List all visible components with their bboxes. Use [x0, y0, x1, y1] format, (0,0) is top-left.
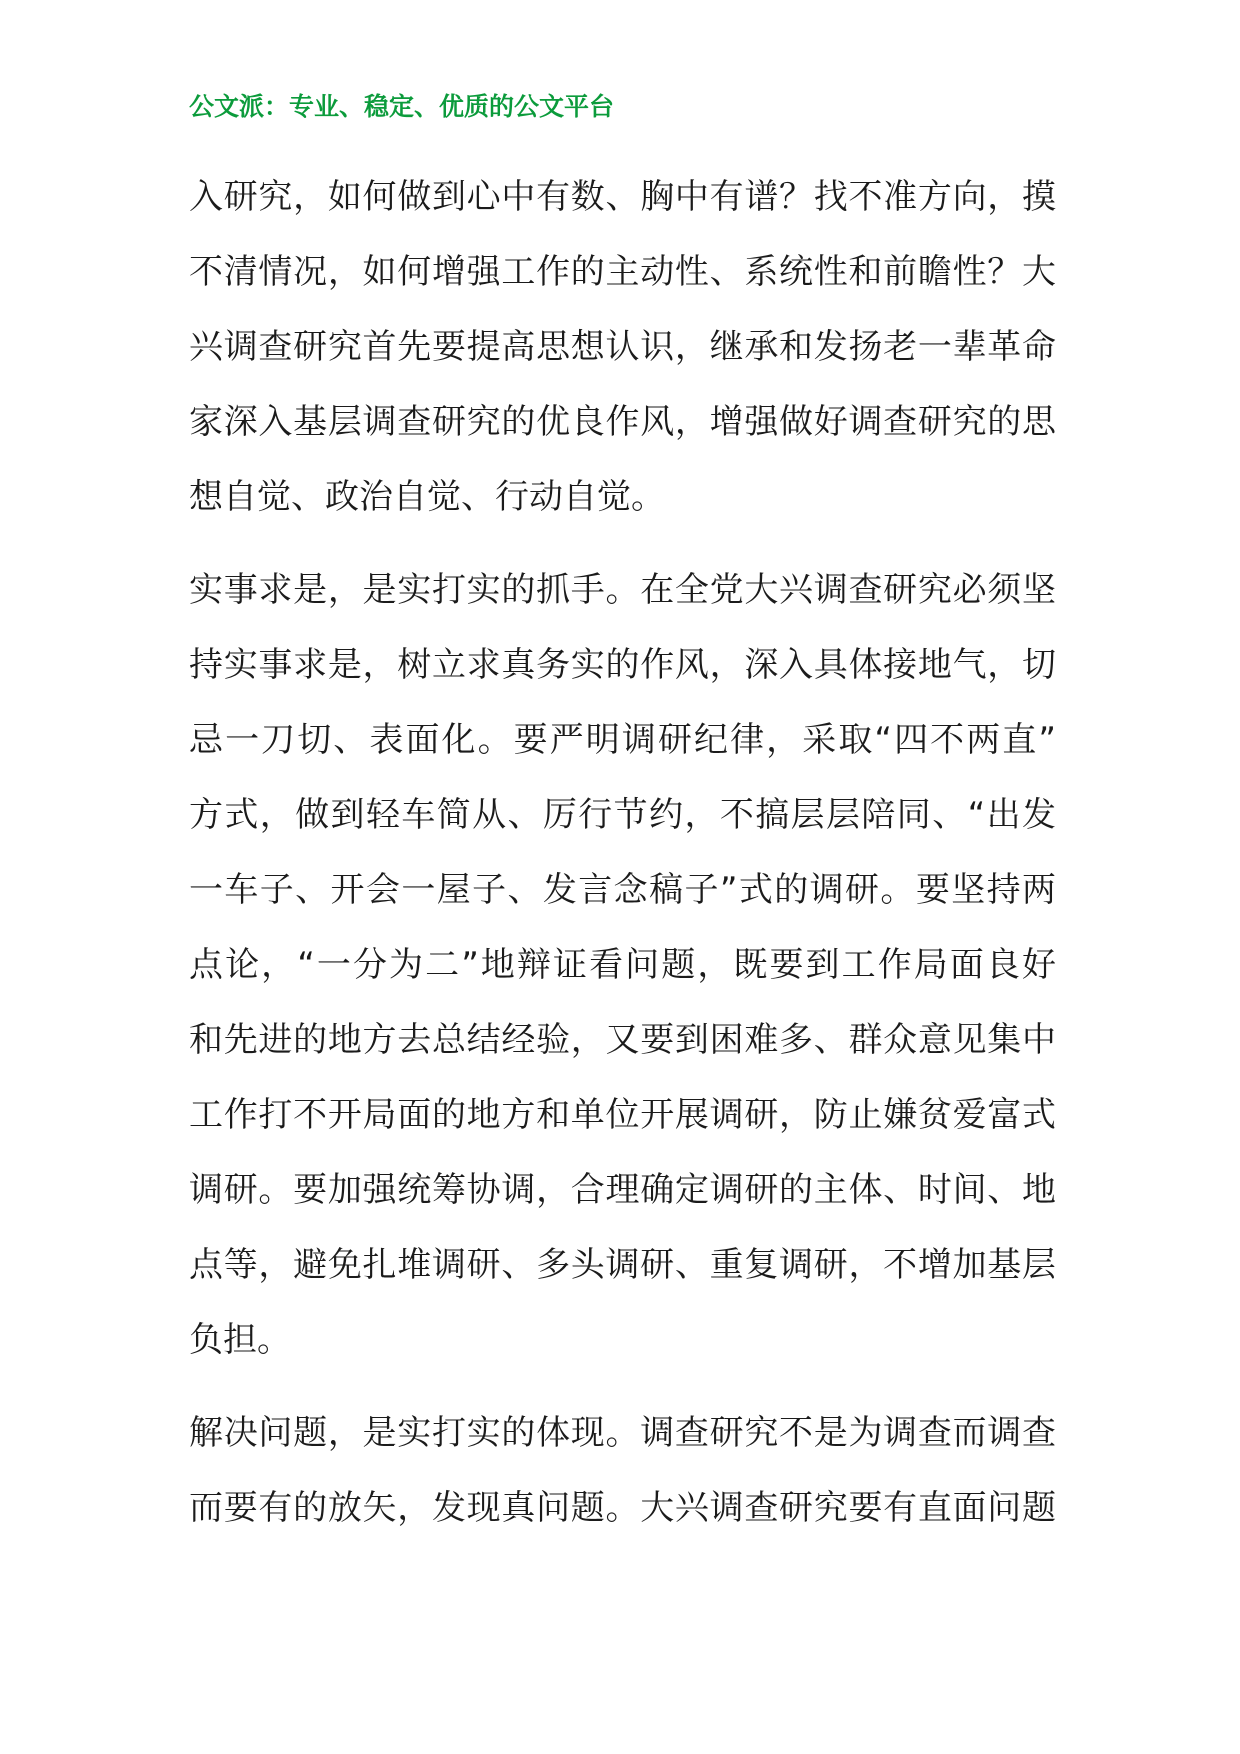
document-body — [189, 160, 1056, 1564]
paragraph-line: 入研究，如何做到心中有数、胸中有谱？找不准方向，摸 — [189, 177, 1056, 217]
paragraph — [189, 160, 1056, 535]
paragraph-line: 一车子、开会一屋子、发言念稿子”式的调研。要坚持两 — [189, 870, 1056, 910]
paragraph-line: 忌一刀切、表面化。要严明调研纪律，采取“四不两直” — [189, 720, 1056, 760]
paragraph-line: 兴调查研究首先要提高思想认识，继承和发扬老一辈革命 — [189, 327, 1056, 367]
paragraph-line: 负担。 — [189, 1320, 291, 1360]
paragraph-line: 而要有的放矢，发现真问题。大兴调查研究要有直面问题 — [189, 1488, 1056, 1528]
paragraph-line: 方式，做到轻车简从、厉行节约，不搞层层陪同、“出发 — [189, 795, 1056, 835]
paragraph-line: 调研。要加强统筹协调，合理确定调研的主体、时间、地 — [189, 1170, 1056, 1210]
paragraph — [189, 1396, 1056, 1546]
paragraph-line: 工作打不开局面的地方和单位开展调研，防止嫌贫爱富式 — [189, 1095, 1056, 1135]
paragraph-line: 家深入基层调查研究的优良作风，增强做好调查研究的思 — [189, 402, 1056, 442]
paragraph-line: 实事求是，是实打实的抓手。在全党大兴调查研究必须坚 — [189, 570, 1056, 610]
paragraph-line: 和先进的地方去总结经验，又要到困难多、群众意见集中 — [189, 1020, 1056, 1060]
paragraph — [189, 553, 1056, 1378]
paragraph-line: 点论，“一分为二”地辩证看问题，既要到工作局面良好 — [189, 945, 1056, 985]
paragraph-line: 不清情况，如何增强工作的主动性、系统性和前瞻性？大 — [189, 252, 1056, 292]
site-header-slogan: 公文派：专业、稳定、优质的公文平台 — [189, 92, 615, 121]
paragraph-line: 想自觉、政治自觉、行动自觉。 — [189, 477, 665, 517]
paragraph-line: 持实事求是，树立求真务实的作风，深入具体接地气，切 — [189, 645, 1056, 685]
paragraph-line: 点等，避免扎堆调研、多头调研、重复调研，不增加基层 — [189, 1245, 1056, 1285]
paragraph-line: 解决问题，是实打实的体现。调查研究不是为调查而调查 — [189, 1413, 1056, 1453]
